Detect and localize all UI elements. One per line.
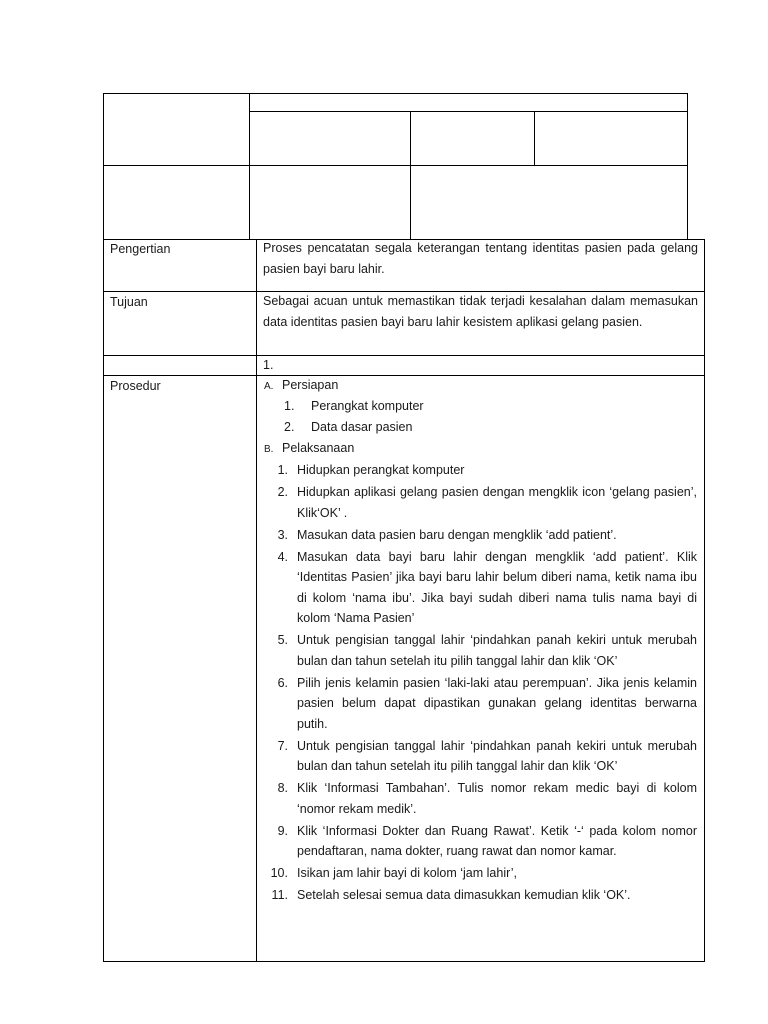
list-item: 10. Isikan jam lahir bayi di kolom ‘jam lahir’, xyxy=(270,866,517,880)
pelaksanaan-list xyxy=(268,460,697,907)
prosedur-label: Prosedur xyxy=(110,379,161,393)
rule xyxy=(534,111,535,165)
rule xyxy=(103,961,705,962)
section-b-marker: B. xyxy=(264,444,274,455)
section-a-marker: A. xyxy=(264,381,274,392)
persiapan-list xyxy=(284,396,694,438)
section-a-title: Persiapan xyxy=(282,378,339,392)
rule xyxy=(103,93,104,239)
rule xyxy=(687,93,688,239)
rule xyxy=(103,239,104,962)
rule xyxy=(103,355,705,356)
list-item: 6. Pilih jenis kelamin pasien ‘laki-laki atau perempuan’. Jika jenis kelamin pasien belum dapat dipastikan gunakan gelang identitas berwarna putih. xyxy=(277,675,697,731)
tujuan-label: Tujuan xyxy=(110,295,148,309)
list-item: 2. Data dasar pasien xyxy=(284,420,413,434)
rule xyxy=(256,239,257,962)
list-item: 1. Perangkat komputer xyxy=(284,399,424,413)
list-item: 1. Hidupkan perangkat komputer xyxy=(277,463,465,477)
rule xyxy=(103,165,688,166)
blank-row-number: 1. xyxy=(263,358,274,372)
list-item: 3. Masukan data pasien baru dengan mengklik ‘add patient’. xyxy=(277,527,617,542)
list-item: 9. Klik ‘Informasi Dokter dan Ruang Rawat’. Ketik ‘-‘ pada kolom nomor pendaftaran, nama dokter, ruang rawat dan nomor kamar. xyxy=(277,823,697,858)
pengertian-text: Proses pencatatan segala keterangan tentang identitas pasien pada gelang pasien bayi baru lahir. xyxy=(263,241,698,276)
section-b-title: Pelaksanaan xyxy=(282,441,355,455)
list-item: 2. Hidupkan aplikasi gelang pasien dengan mengklik icon ‘gelang pasien’, Klik‘OK’ . xyxy=(277,485,697,520)
list-item: 11. Setelah selesai semua data dimasukkan kemudian klik ‘OK’. xyxy=(271,888,631,902)
rule xyxy=(103,93,688,94)
pengertian-label: Pengertian xyxy=(110,242,171,256)
list-item: 4. Masukan data bayi baru lahir dengan mengklik ‘add patient’. Klik ‘Identitas Pasien’ jika bayi baru lahir belum diberi nama, ketik nama ibu di kolom ‘nama ibu’. Jika bayi sudah diberi nama tulis nama bayi di kolom ‘Nama Pasien’ xyxy=(277,549,697,625)
section-b-heading xyxy=(264,438,354,460)
tujuan-text: Sebagai acuan untuk memastikan tidak terjadi kesalahan dalam memasukan data identitas pasien bayi baru lahir kesistem aplikasi gelang pasien. xyxy=(263,294,698,329)
rule xyxy=(410,111,411,239)
list-item: 8. Klik ‘Informasi Tambahan’. Tulis nomor rekam medic bayi di kolom ‘nomor rekam medik’. xyxy=(277,781,697,816)
rule xyxy=(249,93,250,239)
list-item: 7. Untuk pengisian tanggal lahir ‘pindahkan panah kekiri untuk merubah bulan dan tahun setelah itu pilih tanggal lahir dan klik ‘OK’ xyxy=(277,738,697,773)
rule xyxy=(704,239,705,962)
rule xyxy=(249,111,688,112)
list-item: 5. Untuk pengisian tanggal lahir ‘pindahkan panah kekiri untuk merubah bulan dan tahun setelah itu pilih tanggal lahir dan klik ‘OK’ xyxy=(277,633,697,668)
section-a-heading xyxy=(264,375,338,397)
rule xyxy=(103,375,705,376)
